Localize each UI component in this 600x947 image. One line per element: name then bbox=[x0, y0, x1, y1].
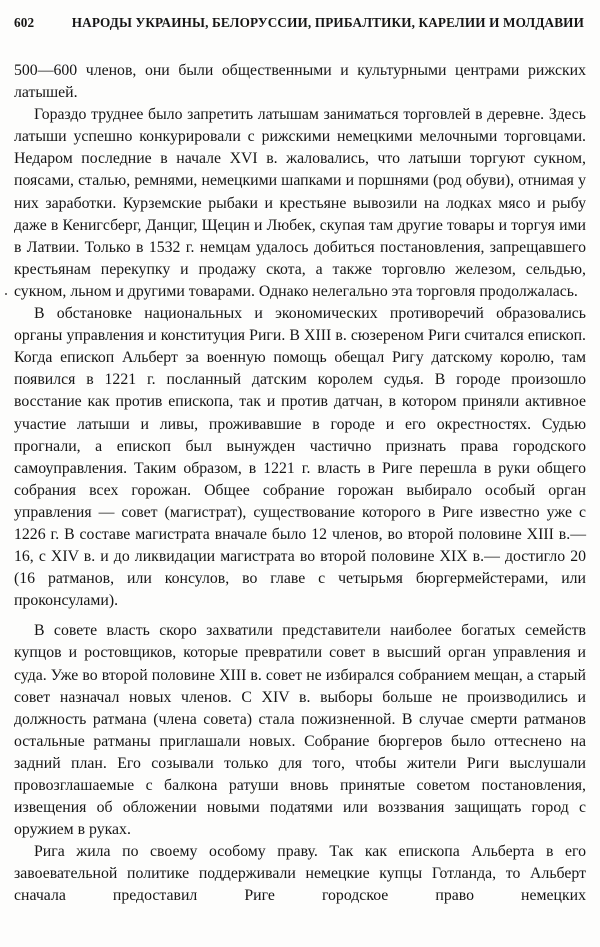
paragraph-riga-law: Рига жила по своему особому праву. Так как епископа Альберта в его завоевательной политике поддерживали немецкие купцы Готланда, то Альберт сначала предоставил Риге городское право немецких bbox=[14, 843, 586, 905]
page-number: 602 bbox=[14, 15, 35, 30]
body-text bbox=[14, 60, 586, 908]
running-title: НАРОДЫ УКРАИНЫ, БЕЛОРУССИИ, ПРИБАЛТИКИ, КАРЕЛИИ И МОЛДАВИИ bbox=[71, 15, 584, 30]
paragraph-council: В совете власть скоро захватили представители наиболее богатых семейств купцов и ростовщиков, которые превратили совет в высший орган управления и суда. Уже во второй половине XIII в. совет не избирался собранием мещан, а старый совет назначал новых членов. С XIV в. выборы больше не производились и должность ратмана (члена совета) стала пожизненной. В случае смерти ратманов остальные ратманы приглашали новых. Собрание бюргеров было оттеснено на задний план. Его созывали только для того, чтобы жители Риги выслушали провозглашаемые с балкона ратуши вновь принятые советом постановления, извещения об обложении новыми податями или воззвания защищать город с оружием в руках. bbox=[14, 622, 586, 839]
paragraph-trade: Гораздо труднее было запретить латышам заниматься торговлей в деревне. Здесь латыши успешно конкурировали с рижскими немецкими мелочными торговцами. Недаром последние в начале XVI в. жаловались, что латыши торгуют сукном, поясами, сталью, ремнями, немецкими шапками и поршнями (род обуви), отнимая у них заработки. Курземские рыбаки и крестьяне вывозили на лодках мясо и рыбу даже в Кенигсберг, Данциг, Щецин и Любек, скупая там другие товары и торгуя ими в Латвии. Только в 1532 г. немцам удалось добиться постановления, запрещавшего крестьянам перекупку и продажу скота, а также торговлю железом, сельдью, сукном, льном и другими товарами. Однако нелегально эта торговля продолжалась. bbox=[14, 106, 586, 300]
page-header bbox=[14, 15, 586, 37]
paragraph-continuation: 500—600 членов, они были общественными и культурными центрами рижских латышей. bbox=[14, 62, 586, 102]
paragraph-governance: В обстановке национальных и экономических противоречий образовались органы управления и конституция Риги. В XIII в. сюзереном Риги считался епископ. Когда епископ Альберт за военную помощь обещал Ригу датскому королю, там появился в 1221 г. посланный датским королем судья. В городе произошло восстание как против епископа, так и против датчан, в котором приняли активное участие латыши и ливы, проживавшие в городе и его окрестностях. Судью прогнали, а епископ был вынужден частично признать права городского самоуправления. Таким образом, в 1221 г. власть в Риге перешла в руки общего собрания всех горожан. Общее собрание горожан выбирало особый орган управления — совет (магистрат), существование которого в Риге известно уже с 1226 г. В составе магистрата вначале было 12 членов, во второй половине XIII в.— 16, с XIV в. и до ликвидации магистрата во второй половине XIX в.— достигло 20 (16 ратманов, или консулов, во главе с четырьмя бюргермейстерами, или проконсулами). bbox=[14, 305, 586, 610]
margin-mark bbox=[5, 293, 7, 295]
